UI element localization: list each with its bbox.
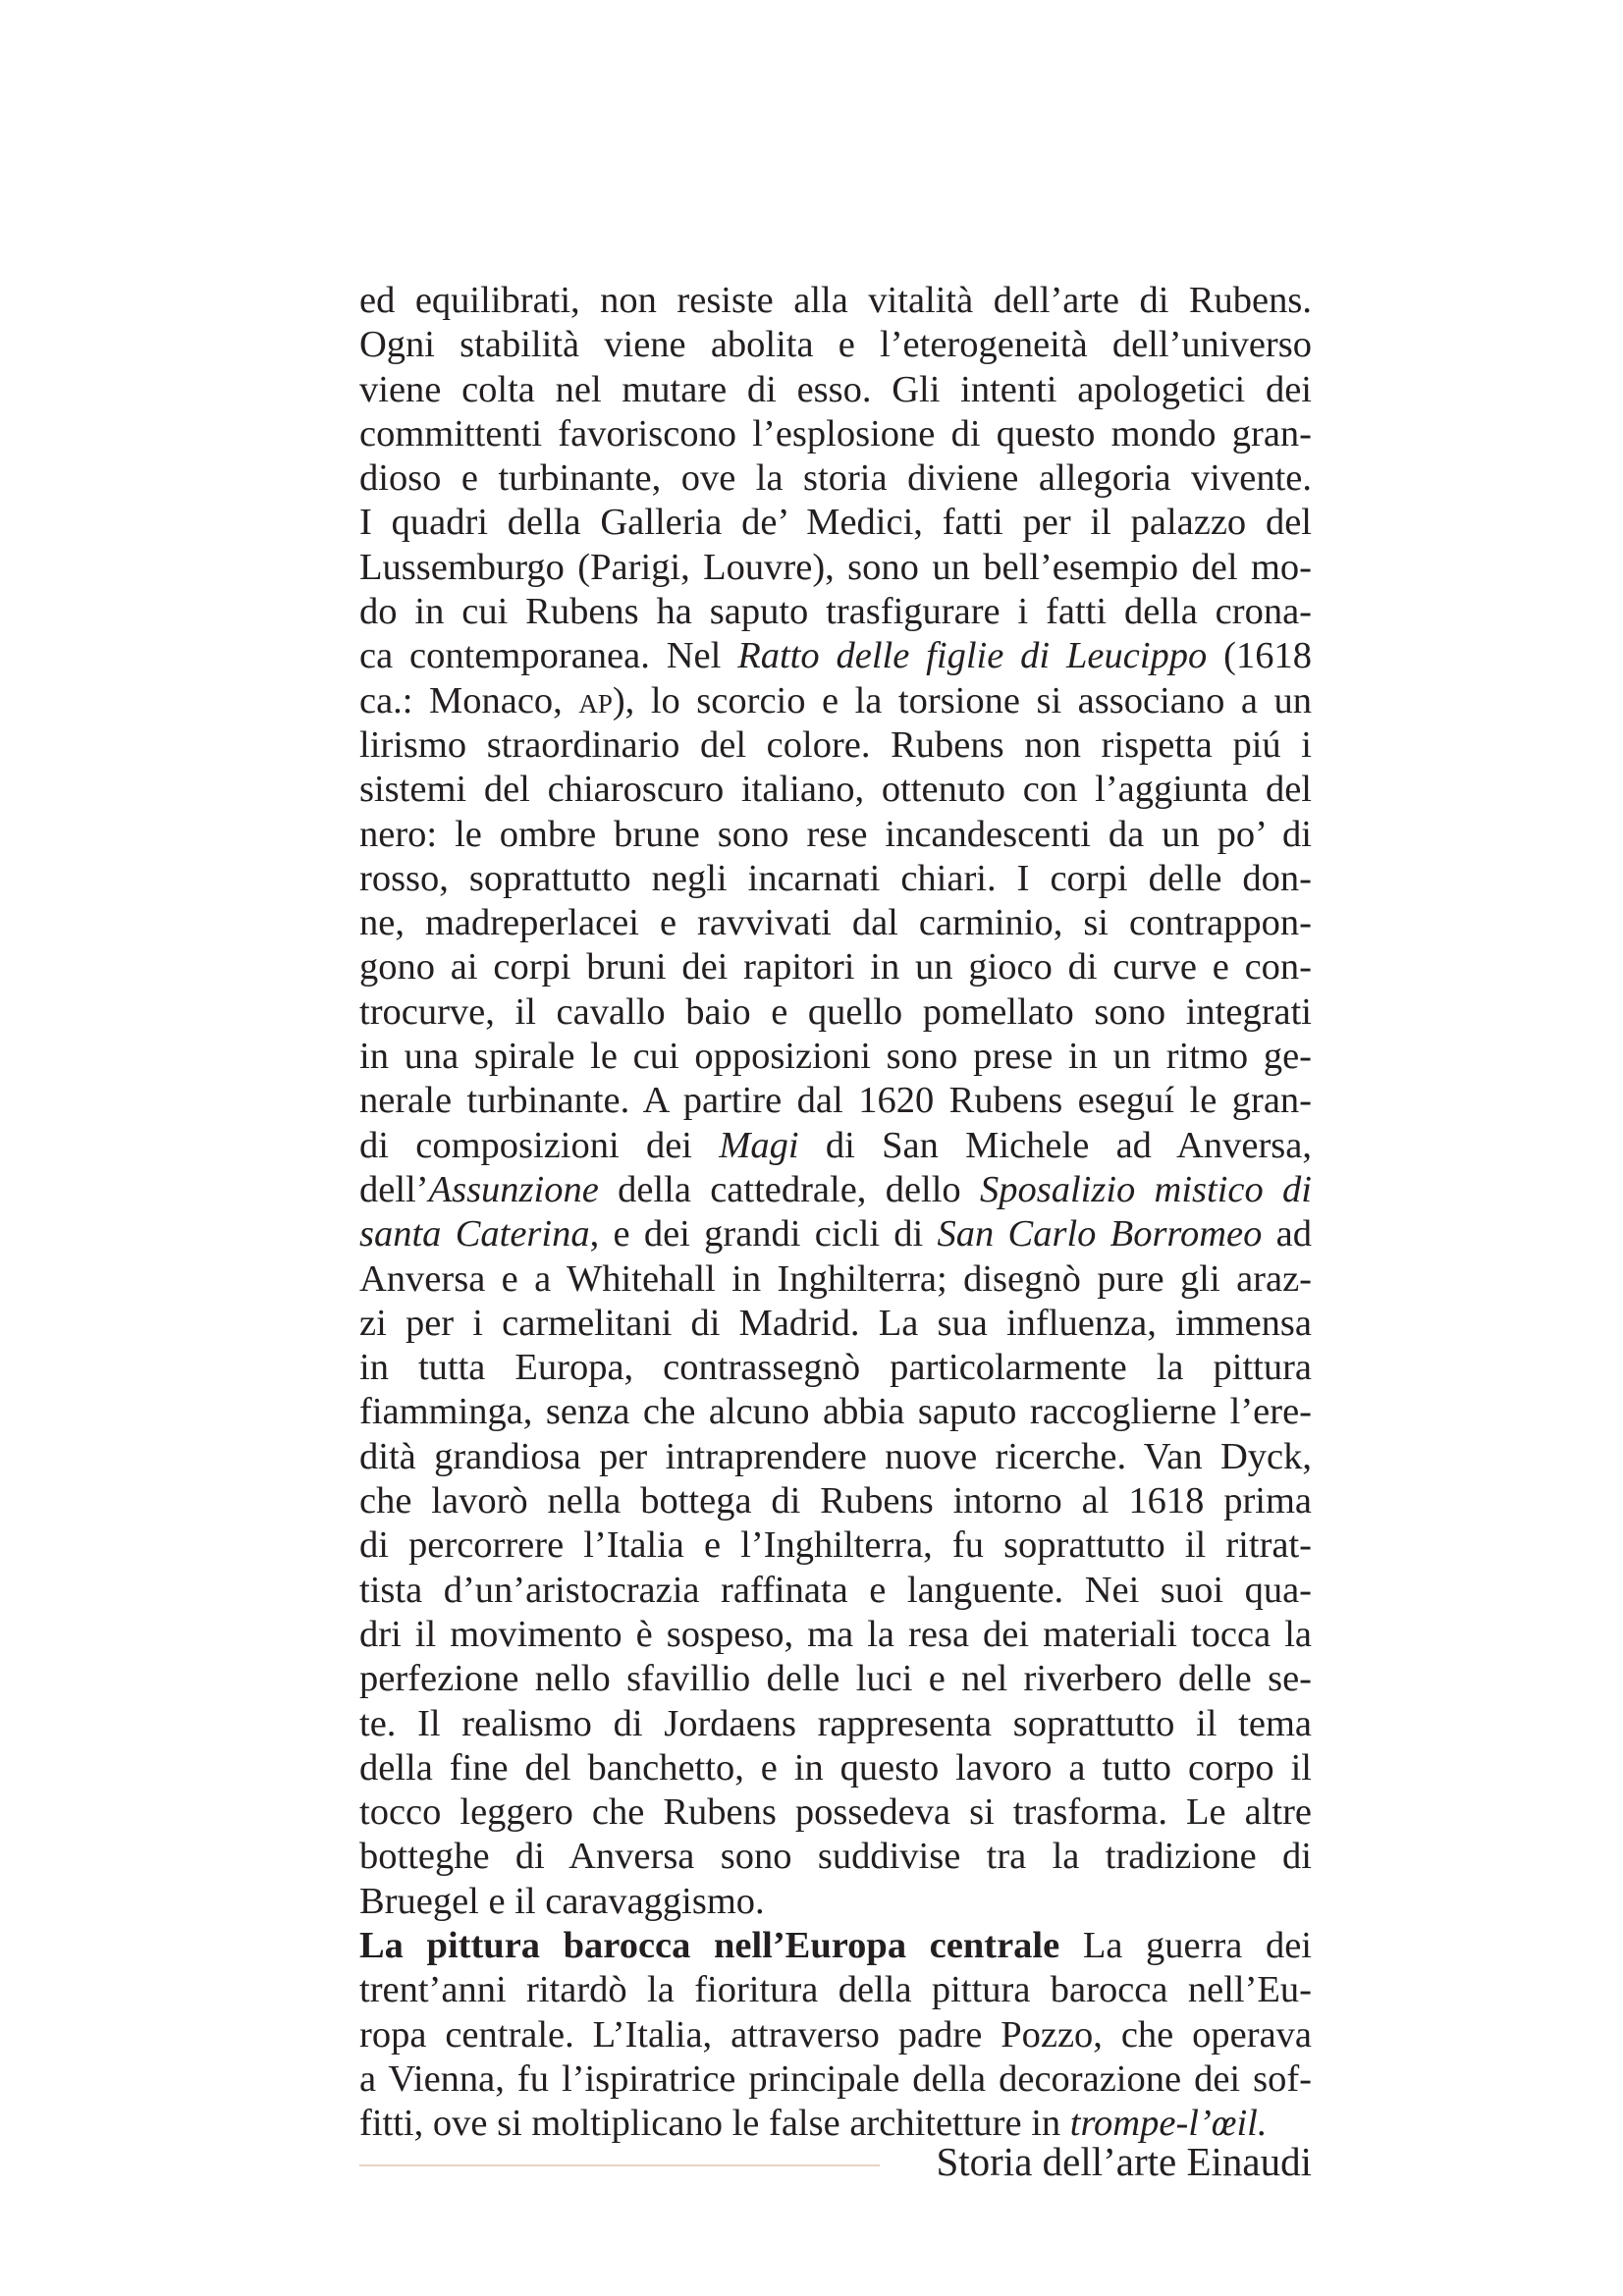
text-run: di composizioni dei bbox=[359, 1124, 720, 1166]
text-line bbox=[359, 1302, 1312, 1346]
text-line bbox=[359, 1657, 1312, 1701]
text-line bbox=[359, 1390, 1312, 1434]
text-run: (1618 bbox=[1207, 635, 1312, 677]
text-run: I quadri della Galleria de’ Medici, fatti per il palazzo del bbox=[359, 502, 1312, 544]
text-line bbox=[359, 1212, 1312, 1256]
text-run: te. Il realismo di Jordaens rappresenta soprattutto il tema bbox=[359, 1702, 1312, 1744]
body-text bbox=[359, 279, 1312, 2146]
text-run: fitti, ove si moltiplicano le false architetture in bbox=[359, 2103, 1070, 2145]
text-line bbox=[359, 1968, 1312, 2012]
text-run: santa Caterina bbox=[359, 1213, 590, 1255]
text-run: Sposalizio mistico di bbox=[979, 1168, 1312, 1210]
text-run: di San Michele ad Anversa, bbox=[798, 1124, 1312, 1166]
text-run: committenti favoriscono l’esplosione di questo mondo gran- bbox=[359, 412, 1312, 454]
text-line bbox=[359, 1569, 1312, 1613]
text-run: nerale turbinante. A partire dal 1620 Rubens eseguí le gran- bbox=[359, 1080, 1312, 1122]
text-run: di percorrere l’Italia e l’Inghilterra, fu soprattutto il ritrat- bbox=[359, 1524, 1312, 1567]
text-run: in una spirale le cui opposizioni sono prese in un ritmo ge- bbox=[359, 1036, 1312, 1078]
text-run: dri il movimento è sospeso, ma la resa dei materiali tocca la bbox=[359, 1613, 1312, 1655]
text-line bbox=[359, 768, 1312, 812]
text-line bbox=[359, 1746, 1312, 1790]
text-run: botteghe di Anversa sono suddivise tra la tradizione di bbox=[359, 1836, 1312, 1878]
text-run: viene colta nel mutare di esso. Gli intenti apologetici dei bbox=[359, 368, 1312, 410]
text-run: Lussemburgo (Parigi, Louvre), sono un bell’esempio del mo- bbox=[359, 546, 1312, 588]
text-run: trocurve, il cavallo baio e quello pomellato sono integrati bbox=[359, 990, 1312, 1033]
text-line bbox=[359, 1124, 1312, 1168]
text-line bbox=[359, 279, 1312, 323]
text-line bbox=[359, 1835, 1312, 1879]
text-line bbox=[359, 634, 1312, 678]
text-run: ca.: Monaco, bbox=[359, 679, 579, 721]
text-run: gono ai corpi bruni dei rapitori in un gioco di curve e con- bbox=[359, 946, 1312, 988]
text-run: ne, madreperlacei e ravvivati dal carminio, si contrappon- bbox=[359, 902, 1312, 944]
text-run: in tutta Europa, contrassegnò particolarmente la pittura bbox=[359, 1347, 1312, 1389]
text-run: San Carlo Borromeo bbox=[937, 1213, 1263, 1255]
text-line bbox=[359, 1880, 1312, 1924]
text-line bbox=[359, 1523, 1312, 1568]
text-run: ), lo scorcio e la torsione si associano a un bbox=[612, 679, 1312, 721]
text-run: lirismo straordinario del colore. Rubens non rispetta piú i bbox=[359, 723, 1312, 766]
text-run: rosso, soprattutto negli incarnati chiari. I corpi delle don- bbox=[359, 857, 1312, 899]
text-line bbox=[359, 412, 1312, 456]
text-line bbox=[359, 546, 1312, 590]
section-heading: La pittura barocca nell’Europa centrale bbox=[359, 1924, 1060, 1966]
text-line bbox=[359, 1790, 1312, 1835]
text-line bbox=[359, 1435, 1312, 1479]
text-run: Anversa e a Whitehall in Inghilterra; disegnò pure gli araz- bbox=[359, 1257, 1312, 1300]
text-run: sistemi del chiaroscuro italiano, ottenuto con l’aggiunta del bbox=[359, 769, 1312, 811]
text-run: Assunzione bbox=[428, 1168, 599, 1210]
text-line bbox=[359, 368, 1312, 412]
text-run: ad bbox=[1262, 1213, 1312, 1255]
text-run: dell’ bbox=[359, 1168, 429, 1210]
text-run: della cattedrale, dello bbox=[598, 1168, 980, 1210]
text-run: trent’anni ritardò la fioritura della pittura barocca nell’Eu- bbox=[359, 1969, 1312, 2011]
text-line bbox=[359, 1257, 1312, 1302]
text-line bbox=[359, 2013, 1312, 2057]
text-run: ap bbox=[578, 679, 613, 721]
text-line bbox=[359, 679, 1312, 723]
text-run: a Vienna, fu l’ispiratrice principale della decorazione dei sof- bbox=[359, 2057, 1312, 2100]
text-line bbox=[359, 1613, 1312, 1657]
text-run: tocco leggero che Rubens possedeva si trasforma. Le altre bbox=[359, 1791, 1312, 1834]
text-line bbox=[359, 990, 1312, 1035]
text-line bbox=[359, 1079, 1312, 1123]
text-run: La guerra dei bbox=[1059, 1924, 1312, 1966]
text-line bbox=[359, 1924, 1312, 1968]
text-line bbox=[359, 813, 1312, 857]
footer-rule bbox=[359, 2164, 880, 2166]
text-run: Ogni stabilità viene abolita e l’eterogeneità dell’universo bbox=[359, 324, 1312, 366]
text-run: nero: le ombre brune sono rese incandescenti da un po’ di bbox=[359, 813, 1312, 855]
text-run: ropa centrale. L’Italia, attraverso padre Pozzo, che operava bbox=[359, 2013, 1312, 2056]
text-line bbox=[359, 901, 1312, 945]
text-run: perfezione nello sfavillio delle luci e nel riverbero delle se- bbox=[359, 1658, 1312, 1700]
text-run: , e dei grandi cicli di bbox=[589, 1213, 938, 1255]
text-line bbox=[359, 1702, 1312, 1746]
text-run: dità grandiosa per intraprendere nuove ricerche. Van Dyck, bbox=[359, 1435, 1312, 1477]
text-line bbox=[359, 590, 1312, 634]
text-line bbox=[359, 2057, 1312, 2102]
text-run: trompe-l’œil. bbox=[1069, 2103, 1268, 2145]
text-run: Ratto delle figlie di Leucippo bbox=[737, 635, 1208, 677]
text-run: dioso e turbinante, ove la storia diviene allegoria vivente. bbox=[359, 457, 1312, 500]
text-run: fiamminga, senza che alcuno abbia saputo raccoglierne l’ere- bbox=[359, 1391, 1312, 1433]
text-line bbox=[359, 456, 1312, 501]
text-line bbox=[359, 1479, 1312, 1523]
text-run: do in cui Rubens ha saputo trasfigurare i fatti della crona- bbox=[359, 591, 1312, 633]
text-line bbox=[359, 1168, 1312, 1212]
text-line bbox=[359, 945, 1312, 989]
text-run: che lavorò nella bottega di Rubens intorno al 1618 prima bbox=[359, 1480, 1312, 1522]
text-run: tista d’un’aristocrazia raffinata e languente. Nei suoi qua- bbox=[359, 1569, 1312, 1611]
text-run: della fine del banchetto, e in questo lavoro a tutto corpo il bbox=[359, 1746, 1312, 1789]
text-run: zi per i carmelitani di Madrid. La sua influenza, immensa bbox=[359, 1302, 1312, 1344]
text-line bbox=[359, 857, 1312, 901]
footer-title: Storia dell’arte Einaudi bbox=[936, 2139, 1312, 2184]
text-line bbox=[359, 1035, 1312, 1079]
text-line bbox=[359, 723, 1312, 768]
text-run: Magi bbox=[719, 1124, 799, 1166]
text-line bbox=[359, 323, 1312, 367]
text-line bbox=[359, 501, 1312, 545]
text-run: ed equilibrati, non resiste alla vitalità dell’arte di Rubens. bbox=[359, 280, 1312, 321]
text-line bbox=[359, 1346, 1312, 1390]
text-run: ca contemporanea. Nel bbox=[359, 635, 738, 677]
text-run: Bruegel e il caravaggismo. bbox=[359, 1880, 765, 1922]
